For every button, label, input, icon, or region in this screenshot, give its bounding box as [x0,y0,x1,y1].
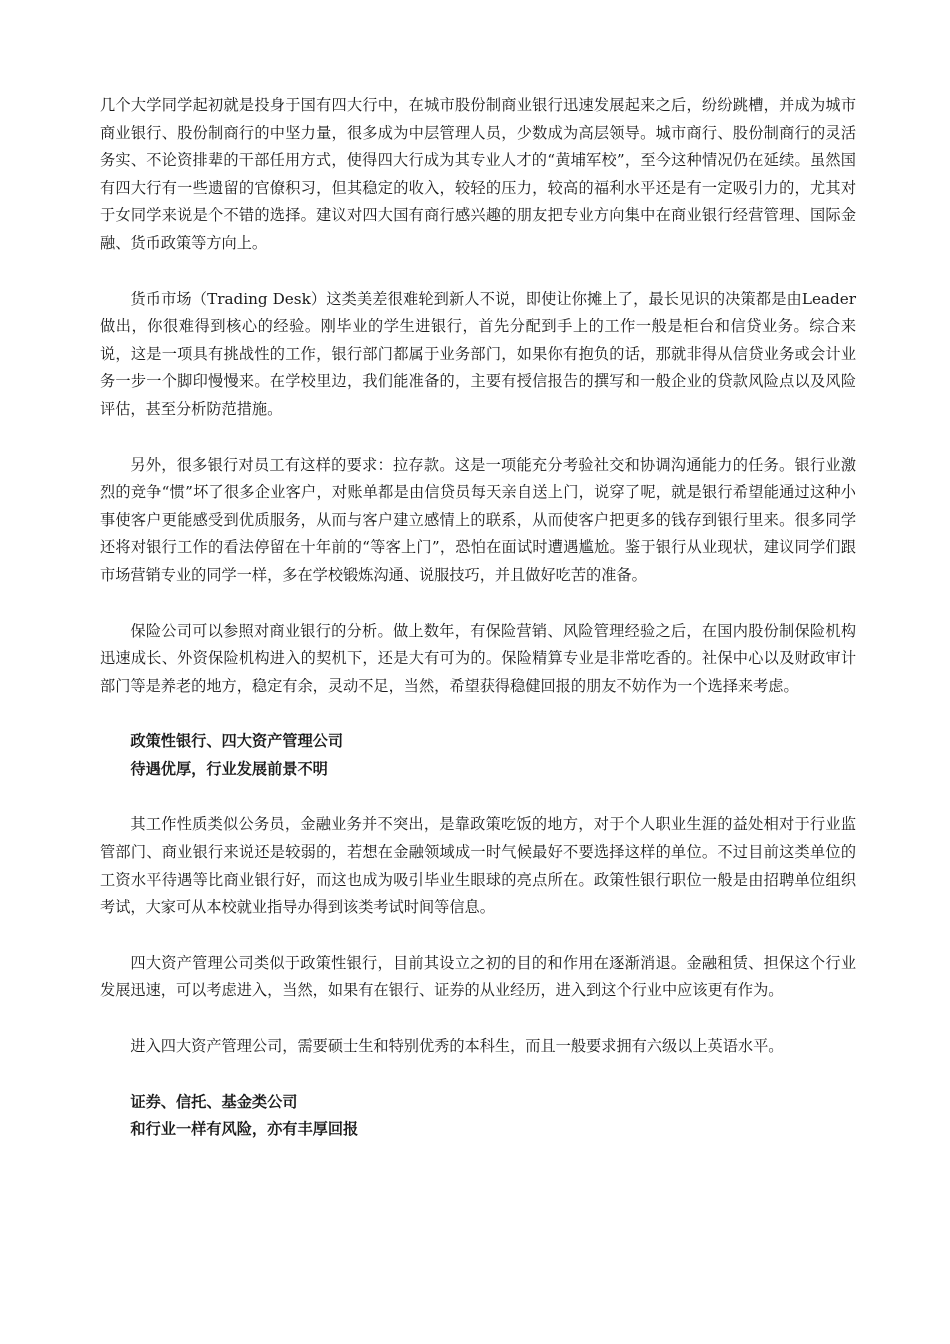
paragraph-gap [100,1005,856,1033]
section-subheading-policy-banks: 待遇优厚，行业发展前景不明 [130,759,328,778]
paragraph-policy-bank-nature: 其工作性质类似公务员，金融业务并不突出，是靠政策吃饭的地方，对于个人职业生涯的益处相对于行业监管部门、商业银行来说还是较弱的，若想在金融领域成一时气候最好不要选择这样的单位。不过目前这类单位的工资水平待遇等比商业银行好，而这也成为吸引毕业生眼球的亮点所在。政策性银行职位一般是由招聘单位组织考试，大家可从本校就业指导办得到该类考试时间等信息。 [100,815,856,917]
paragraph-gap [100,1061,856,1089]
section-subheading-securities: 和行业一样有风险，亦有丰厚回报 [130,1120,359,1139]
paragraph-gap [100,700,856,728]
document-page [100,92,856,1144]
paragraph-gap [100,922,856,950]
paragraph-gap [100,424,856,452]
paragraph-gap [100,590,856,618]
paragraph-asset-management: 四大资产管理公司类似于政策性银行，目前其设立之初的目的和作用在逐渐消退。金融租赁、担保这个行业发展迅速，可以考虑进入，当然，如果有在银行、证券的从业经历，进入到这个行业中应该更有作为。 [100,953,856,1000]
paragraph-deposits: 另外，很多银行对员工有这样的要求：拉存款。这是一项能充分考验社交和协调沟通能力的任务。银行业激烈的竞争“惯”坏了很多企业客户，对账单都是由信贷员每天亲自送上门，说穿了呢，就是银行希望能通过这种小事使客户更能感受到优质服务，从而与客户建立感情上的联系，从而使客户把更多的钱存到银行里来。很多同学还将对银行工作的看法停留在十年前的“等客上门”，恐怕在面试时遭遇尴尬。鉴于银行从业现状，建议同学们跟市场营销专业的同学一样，多在学校锻炼沟通、说服技巧，并且做好吃苦的准备。 [100,455,856,584]
paragraph-gap [100,258,856,286]
paragraph-gap [100,783,856,811]
paragraph-state-banks: 几个大学同学起初就是投身于国有四大行中，在城市股份制商业银行迅速发展起来之后，纷纷跳槽，并成为城市商业银行、股份制商行的中坚力量，很多成为中层管理人员，少数成为高层领导。城市商行、股份制商行的灵活务实、不论资排辈的干部任用方式，使得四大行成为其专业人才的“黄埔军校”，至今这种情况仍在延续。虽然国有四大行有一些遗留的官僚积习，但其稳定的收入，较轻的压力，较高的福利水平还是有一定吸引力的，尤其对于女同学来说是个不错的选择。建议对四大国有商行感兴趣的朋友把专业方向集中在商业银行经营管理、国际金融、货币政策等方向上。 [100,96,856,252]
paragraph-asset-management-requirements: 进入四大资产管理公司，需要硕士生和特别优秀的本科生，而且一般要求拥有六级以上英语水平。 [130,1037,784,1056]
paragraph-trading-desk: 货币市场（Trading Desk）这类美差很难轮到新人不说，即使让你摊上了，最长见识的决策都是由Leader做出，你很难得到核心的经验。刚毕业的学生进银行，首先分配到手上的工作一般是柜台和信贷业务。综合来说，这是一项具有挑战性的工作，银行部门都属于业务部门，如果你有抱负的话，那就非得从信贷业务或会计业务一步一个脚印慢慢来。在学校里边，我们能准备的，主要有授信报告的撰写和一般企业的贷款风险点以及风险评估，甚至分析防范措施。 [100,289,856,418]
section-heading-securities: 证券、信托、基金类公司 [130,1092,298,1111]
paragraph-insurance: 保险公司可以参照对商业银行的分析。做上数年，有保险营销、风险管理经验之后，在国内股份制保险机构迅速成长、外资保险机构进入的契机下，还是大有可为的。保险精算专业是非常吃香的。社保中心以及财政审计部门等是养老的地方，稳定有余，灵动不足，当然，希望获得稳健回报的朋友不妨作为一个选择来考虑。 [100,621,856,695]
section-heading-policy-banks: 政策性银行、四大资产管理公司 [130,732,344,751]
